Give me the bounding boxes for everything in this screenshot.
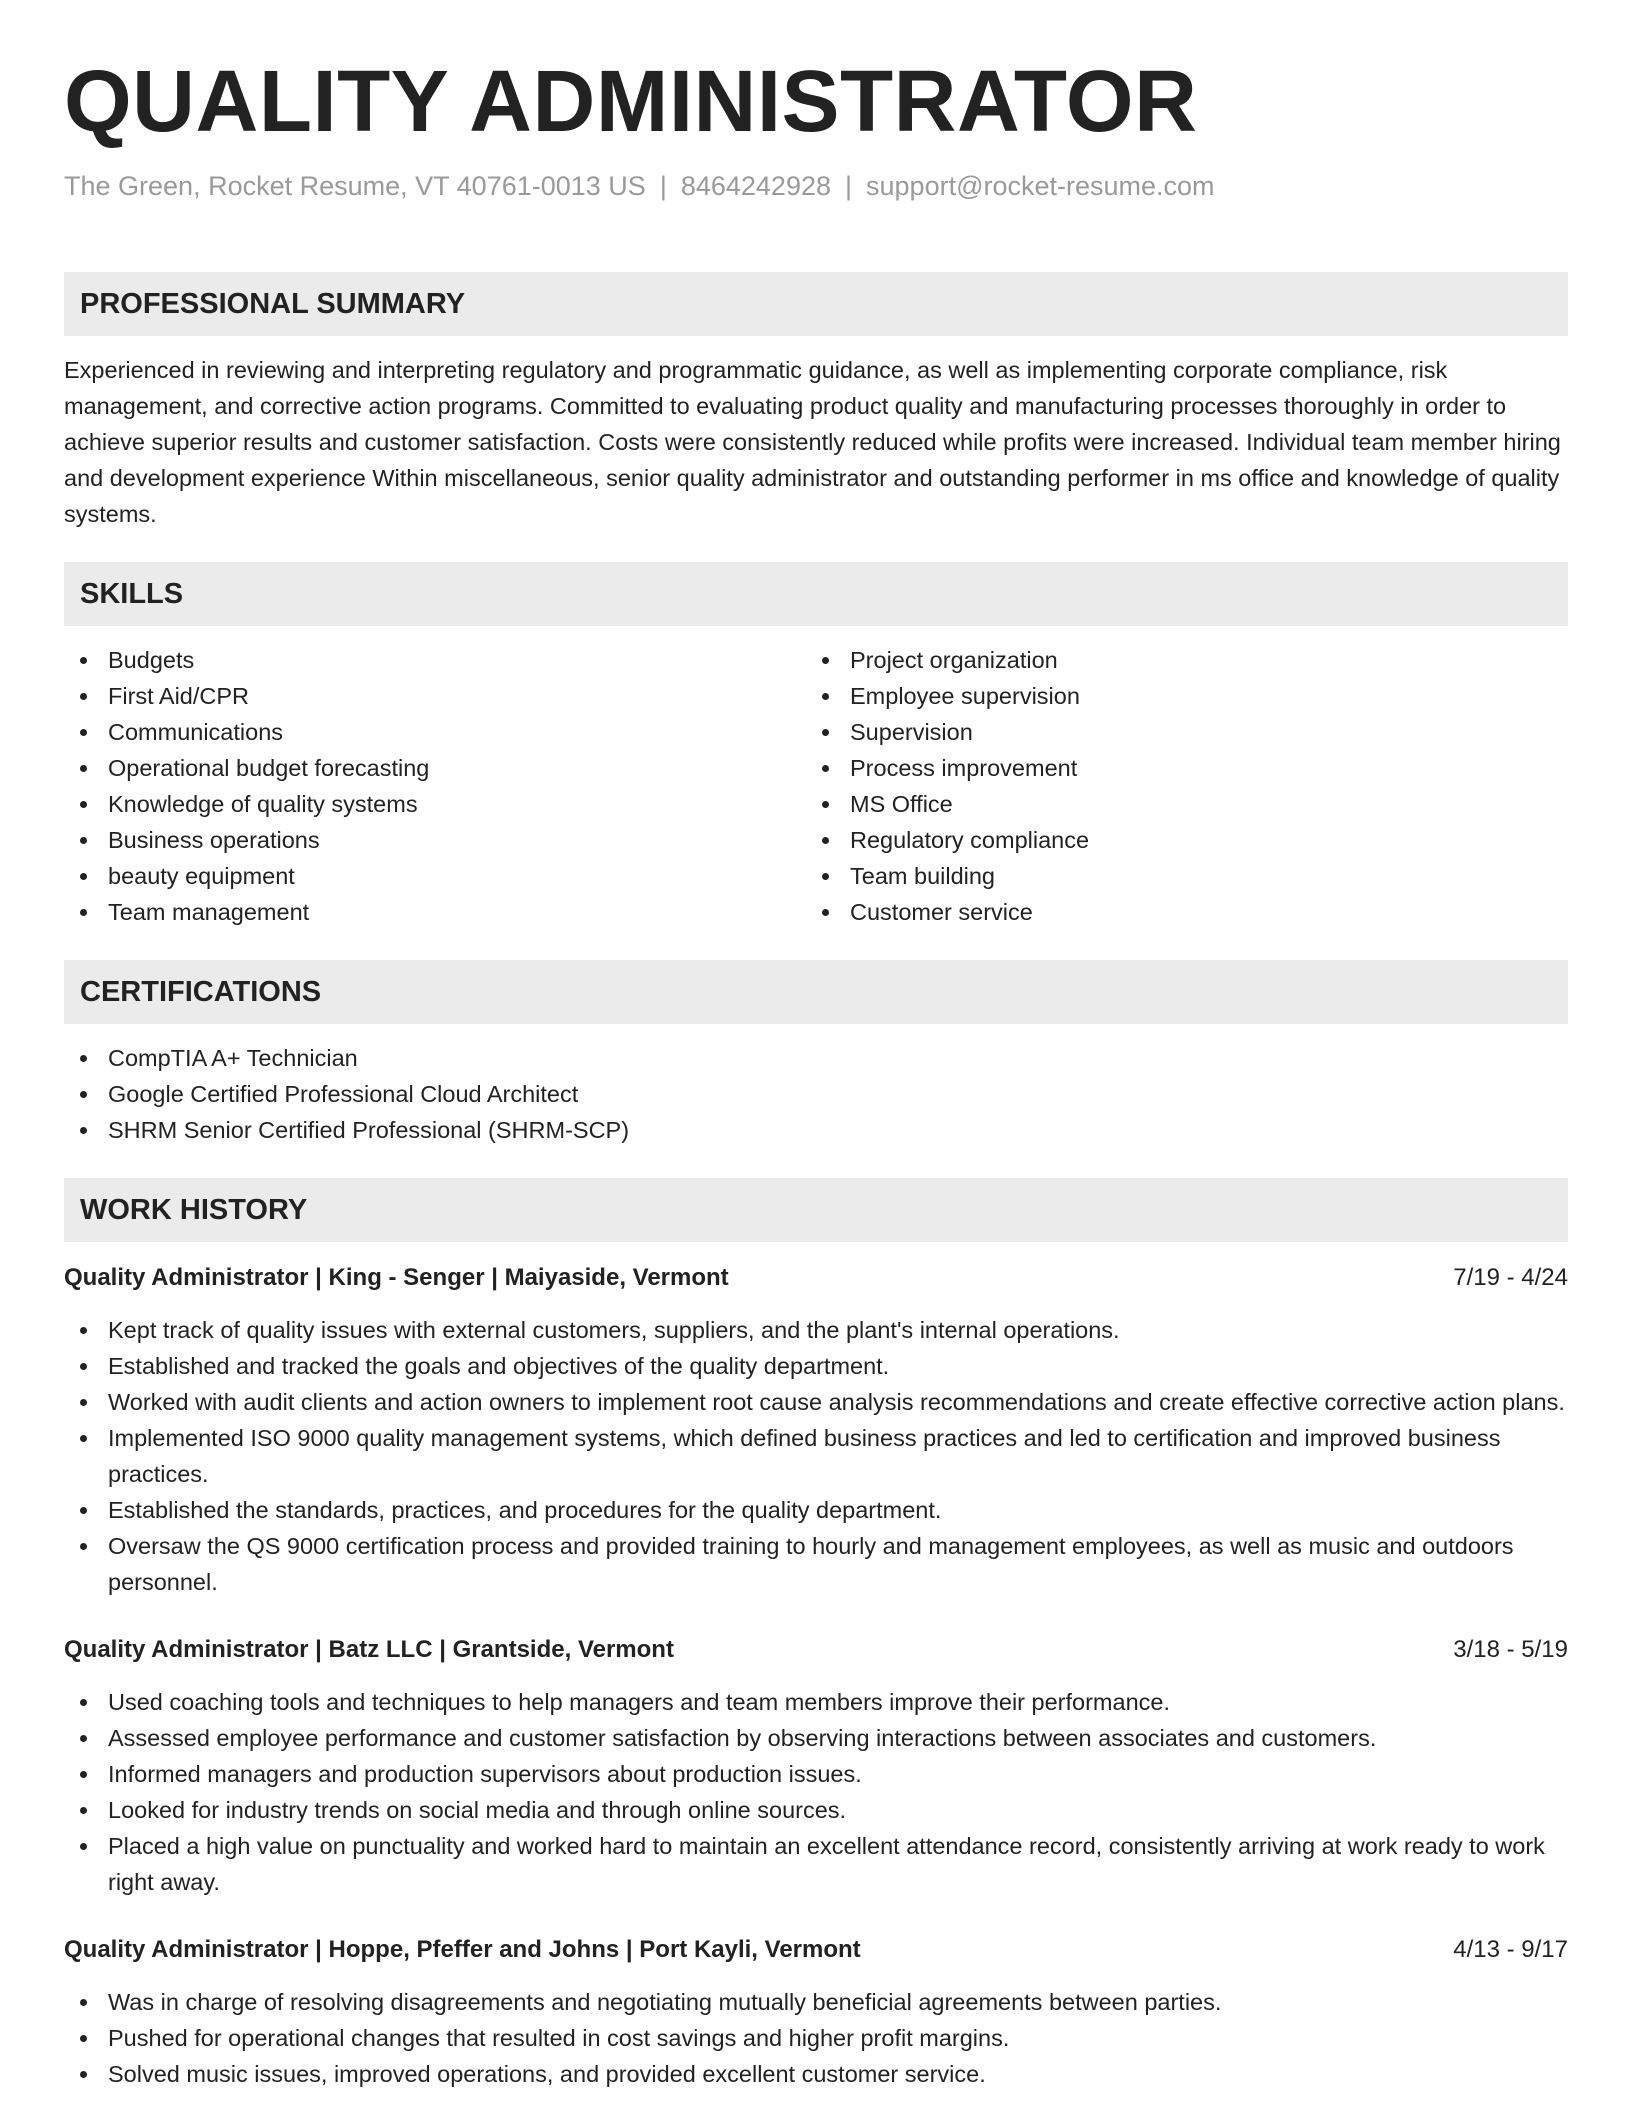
certification-item: CompTIA A+ Technician	[64, 1040, 1568, 1076]
job-entry	[64, 1632, 1568, 1900]
skill-item: Process improvement	[806, 750, 1548, 786]
job-entry	[64, 1932, 1568, 2092]
skill-item: Team management	[64, 894, 806, 930]
job-dates: 4/13 - 9/17	[1453, 1936, 1568, 1963]
job-bullet: Was in charge of resolving disagreements and negotiating mutually beneficial agreements between parties.	[64, 1984, 1568, 2020]
job-header	[64, 1632, 1568, 1668]
summary-heading: PROFESSIONAL SUMMARY	[64, 272, 1568, 336]
skill-item: MS Office	[806, 786, 1548, 822]
job-dates: 7/19 - 4/24	[1453, 1264, 1568, 1291]
skills-list-left	[64, 642, 806, 930]
certifications-list	[64, 1040, 1568, 1148]
skill-item: First Aid/CPR	[64, 678, 806, 714]
job-bullet: Looked for industry trends on social media and through online sources.	[64, 1792, 1568, 1828]
job-bullets	[64, 1984, 1568, 2092]
job-bullet: Informed managers and production supervisors about production issues.	[64, 1756, 1568, 1792]
job-bullet: Implemented ISO 9000 quality management systems, which defined business practices and led to certification and improved business practices.	[64, 1420, 1568, 1492]
job-bullet: Oversaw the QS 9000 certification process and provided training to hourly and management employees, as well as music and outdoors personnel.	[64, 1528, 1568, 1600]
skill-item: Business operations	[64, 822, 806, 858]
job-bullet: Pushed for operational changes that resulted in cost savings and higher profit margins.	[64, 2020, 1568, 2056]
job-bullet: Assessed employee performance and customer satisfaction by observing interactions between associates and customers.	[64, 1720, 1568, 1756]
job-bullet: Established and tracked the goals and objectives of the quality department.	[64, 1348, 1568, 1384]
skill-item: Customer service	[806, 894, 1548, 930]
job-title: Quality Administrator | Batz LLC | Grantside, Vermont	[64, 1636, 674, 1663]
skill-item: Employee supervision	[806, 678, 1548, 714]
job-bullet: Kept track of quality issues with external customers, suppliers, and the plant's internal operations.	[64, 1312, 1568, 1348]
skill-item: Project organization	[806, 642, 1548, 678]
job-title: Quality Administrator | King - Senger | Maiyaside, Vermont	[64, 1264, 729, 1291]
resume-page	[64, 0, 1568, 2092]
job-bullet: Established the standards, practices, and procedures for the quality department.	[64, 1492, 1568, 1528]
work-history-heading: WORK HISTORY	[64, 1178, 1568, 1242]
resume-name: QUALITY ADMINISTRATOR	[64, 53, 1198, 150]
job-bullet: Used coaching tools and techniques to help managers and team members improve their performance.	[64, 1684, 1568, 1720]
skill-item: Knowledge of quality systems	[64, 786, 806, 822]
skill-item: Supervision	[806, 714, 1548, 750]
skill-item: Regulatory compliance	[806, 822, 1548, 858]
job-bullets	[64, 1684, 1568, 1900]
skill-item: beauty equipment	[64, 858, 806, 894]
job-header	[64, 1260, 1568, 1296]
certification-item: SHRM Senior Certified Professional (SHRM-SCP)	[64, 1112, 1568, 1148]
contact-email: support@rocket-resume.com	[866, 171, 1215, 201]
contact-phone: 8464242928	[680, 171, 831, 201]
skill-item: Operational budget forecasting	[64, 750, 806, 786]
skill-item: Budgets	[64, 642, 806, 678]
job-bullet: Solved music issues, improved operations, and provided excellent customer service.	[64, 2056, 1568, 2092]
skill-item: Communications	[64, 714, 806, 750]
job-header	[64, 1932, 1568, 1968]
skills-heading: SKILLS	[64, 562, 1568, 626]
contact-address: The Green, Rocket Resume, VT 40761-0013 US	[64, 171, 646, 201]
skills-list-right	[806, 642, 1548, 930]
job-title: Quality Administrator | Hoppe, Pfeffer and Johns | Port Kayli, Vermont	[64, 1936, 861, 1963]
job-entry	[64, 1260, 1568, 1600]
job-dates: 3/18 - 5/19	[1453, 1636, 1568, 1663]
certifications-heading: CERTIFICATIONS	[64, 960, 1568, 1024]
certification-item: Google Certified Professional Cloud Architect	[64, 1076, 1568, 1112]
job-bullets	[64, 1312, 1568, 1600]
contact-separator: |	[659, 171, 667, 201]
contact-separator: |	[845, 171, 853, 201]
job-bullet: Worked with audit clients and action owners to implement root cause analysis recommendations and create effective corrective action plans.	[64, 1384, 1568, 1420]
job-bullet: Placed a high value on punctuality and worked hard to maintain an excellent attendance record, consistently arriving at work ready to work right away.	[64, 1828, 1568, 1900]
skill-item: Team building	[806, 858, 1548, 894]
summary-text: Experienced in reviewing and interpreting regulatory and programmatic guidance, as well as implementing corporate compliance, risk management, and corrective action programs. Committed to evaluating product quality and manufacturing processes thoroughly in order to achieve superior results and customer satisfaction. Costs were consistently reduced while profits were increased. Individual team member hiring and development experience Within miscellaneous, senior quality administrator and outstanding performer in ms office and knowledge of quality systems.	[64, 357, 1561, 527]
contact-line	[64, 168, 1568, 204]
skills-columns	[64, 642, 1568, 930]
